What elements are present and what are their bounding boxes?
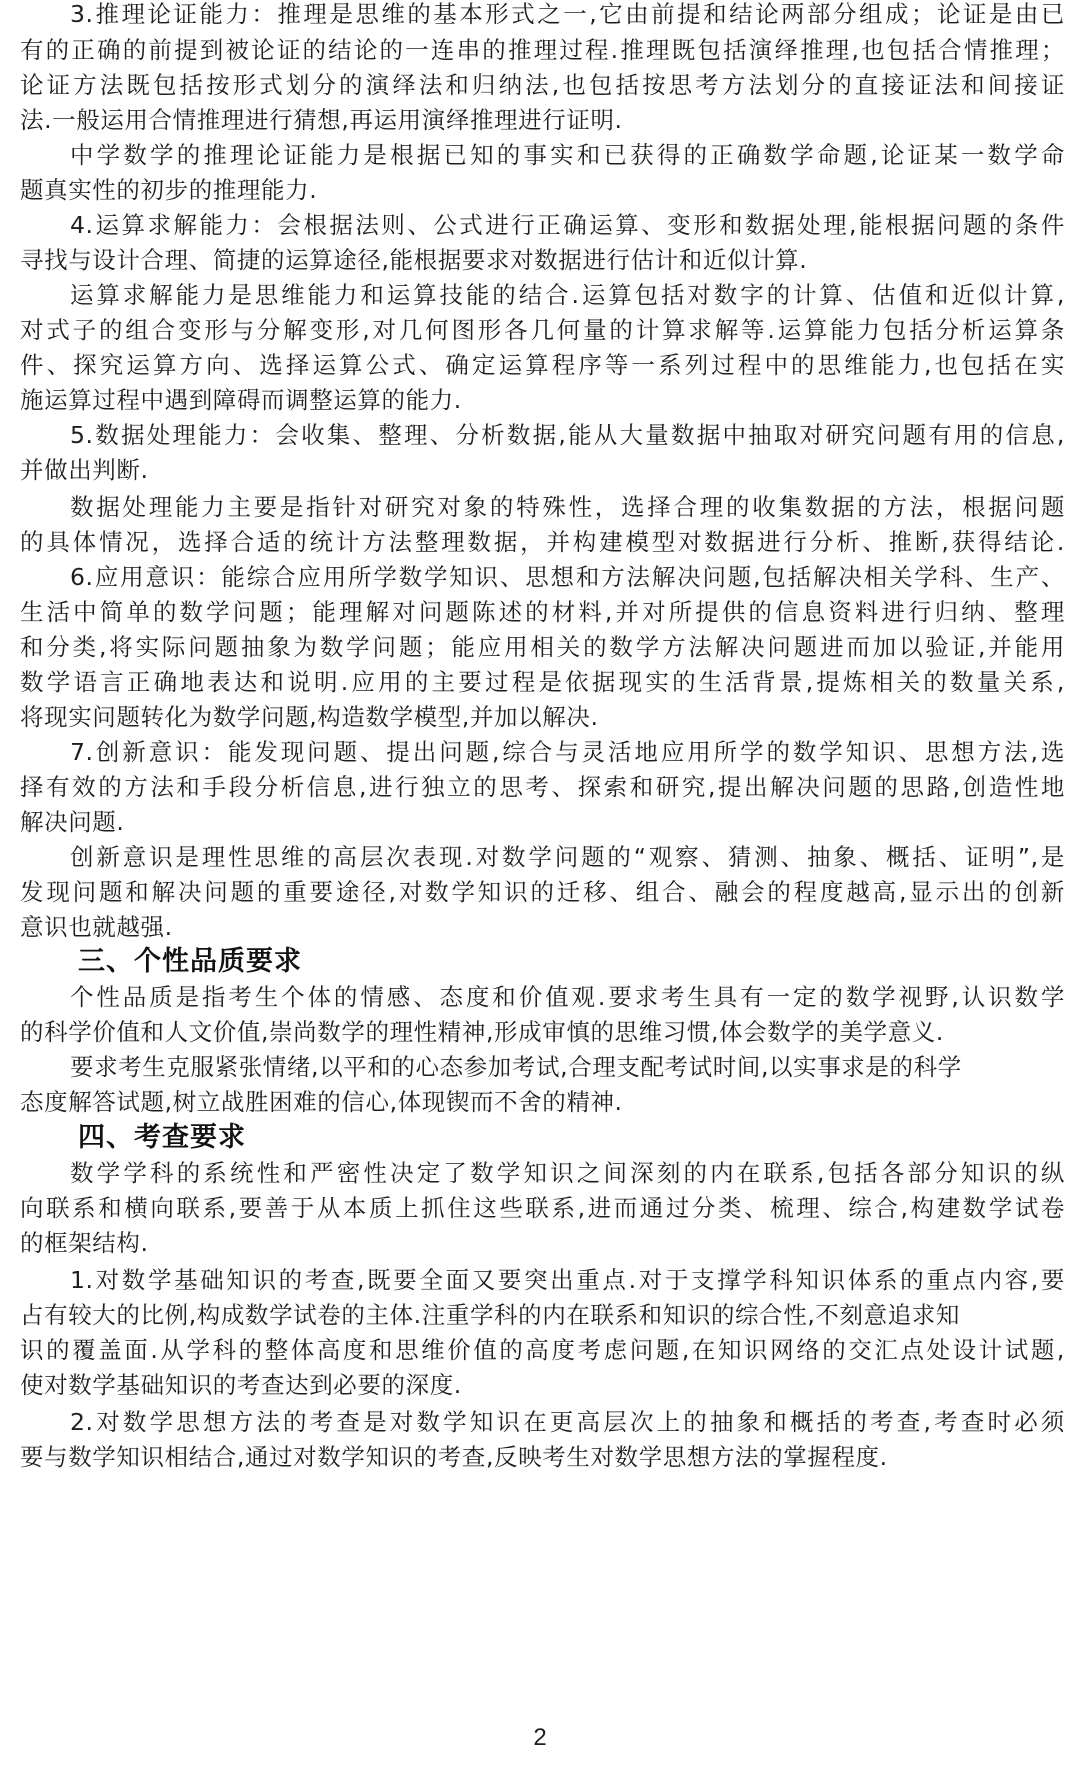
text-line: 发现问题和解决问题的重要途径,对数学知识的迁移、组合、融会的程度越高,显示出的创新	[20, 878, 1065, 906]
text-line: 题真实性的初步的推理能力.	[20, 176, 318, 204]
text-line: 5.数据处理能力：会收集、整理、分析数据,能从大量数据中抽取对研究问题有用的信息,	[70, 421, 1065, 449]
text-line: 要与数学知识相结合,通过对数学知识的考查,反映考生对数学思想方法的掌握程度.	[20, 1443, 888, 1471]
text-line: 数据处理能力主要是指针对研究对象的特殊性，选择合理的收集数据的方法，根据问题	[70, 493, 1065, 521]
text-line: 占有较大的比例,构成数学试卷的主体.注重学科的内在联系和知识的综合性,不刻意追求知	[20, 1301, 961, 1329]
text-line: 1.对数学基础知识的考查,既要全面又要突出重点.对于支撑学科知识体系的重点内容,要	[70, 1266, 1065, 1294]
text-line: 的具体情况，选择合适的统计方法整理数据，并构建模型对数据进行分析、推断,获得结论.	[20, 528, 1065, 556]
text-line: 解决问题.	[20, 808, 125, 836]
text-line: 数学学科的系统性和严密性决定了数学知识之间深刻的内在联系,包括各部分知识的纵	[70, 1159, 1065, 1187]
text-line: 数学语言正确地表达和说明.应用的主要过程是依据现实的生活背景,提炼相关的数量关系,	[20, 668, 1065, 696]
section-heading-assessment-requirements: 四、考查要求	[78, 1122, 246, 1153]
text-line: 使对数学基础知识的考查达到必要的深度.	[20, 1371, 462, 1399]
text-line: 要求考生克服紧张情绪,以平和的心态参加考试,合理支配考试时间,以实事求是的科学	[70, 1053, 962, 1081]
text-line: 3.推理论证能力：推理是思维的基本形式之一,它由前提和结论两部分组成；论证是由已	[70, 0, 1065, 28]
text-line: 有的正确的前提到被论证的结论的一连串的推理过程.推理既包括演绎推理,也包括合情推理；	[20, 36, 1065, 64]
text-line: 将现实问题转化为数学问题,构造数学模型,并加以解决.	[20, 703, 599, 731]
text-line: 的科学价值和人文价值,崇尚数学的理性精神,形成审慎的思维习惯,体会数学的美学意义.	[20, 1018, 944, 1046]
text-line: 论证方法既包括按形式划分的演绎法和归纳法,也包括按思考方法划分的直接证法和间接证	[20, 71, 1065, 99]
text-line: 中学数学的推理论证能力是根据已知的事实和已获得的正确数学命题,论证某一数学命	[70, 141, 1065, 169]
text-line: 件、探究运算方向、选择运算公式、确定运算程序等一系列过程中的思维能力,也包括在实	[20, 351, 1065, 379]
text-line: 并做出判断.	[20, 456, 149, 484]
text-line: 意识也就越强.	[20, 913, 173, 941]
text-line: 寻找与设计合理、简捷的运算途径,能根据要求对数据进行估计和近似计算.	[20, 246, 808, 274]
page-number: 2	[533, 1724, 547, 1751]
text-line: 个性品质是指考生个体的情感、态度和价值观.要求考生具有一定的数学视野,认识数学	[70, 983, 1065, 1011]
text-line: 的框架结构.	[20, 1229, 149, 1257]
text-line: 创新意识是理性思维的高层次表现.对数学问题的“观察、猜测、抽象、概括、证明”,是	[70, 843, 1065, 871]
text-line: 择有效的方法和手段分析信息,进行独立的思考、探索和研究,提出解决问题的思路,创造性地	[20, 773, 1065, 801]
text-line: 和分类,将实际问题抽象为数学问题；能应用相关的数学方法解决问题进而加以验证,并能用	[20, 633, 1065, 661]
text-line: 向联系和横向联系,要善于从本质上抓住这些联系,进而通过分类、梳理、综合,构建数学试卷	[20, 1194, 1065, 1222]
text-line: 4.运算求解能力：会根据法则、公式进行正确运算、变形和数据处理,能根据问题的条件	[70, 211, 1065, 239]
text-line: 运算求解能力是思维能力和运算技能的结合.运算包括对数字的计算、估值和近似计算,	[70, 281, 1065, 309]
text-line: 对式子的组合变形与分解变形,对几何图形各几何量的计算求解等.运算能力包括分析运算条	[20, 316, 1065, 344]
text-line: 6.应用意识：能综合应用所学数学知识、思想和方法解决问题,包括解决相关学科、生产、	[70, 563, 1065, 591]
text-line: 7.创新意识：能发现问题、提出问题,综合与灵活地应用所学的数学知识、思想方法,选	[70, 738, 1065, 766]
text-line: 法.一般运用合情推理进行猜想,再运用演绎推理进行证明.	[20, 106, 623, 134]
section-heading-personal-qualities: 三、个性品质要求	[78, 946, 302, 977]
text-line: 2.对数学思想方法的考查是对数学知识在更高层次上的抽象和概括的考查,考查时必须	[70, 1408, 1065, 1436]
text-line: 生活中简单的数学问题；能理解对问题陈述的材料,并对所提供的信息资料进行归纳、整理	[20, 598, 1065, 626]
text-line: 态度解答试题,树立战胜困难的信心,体现锲而不舍的精神.	[20, 1088, 623, 1116]
text-line: 识的覆盖面.从学科的整体高度和思维价值的高度考虑问题,在知识网络的交汇点处设计试题,	[20, 1336, 1065, 1364]
text-line: 施运算过程中遇到障碍而调整运算的能力.	[20, 386, 462, 414]
